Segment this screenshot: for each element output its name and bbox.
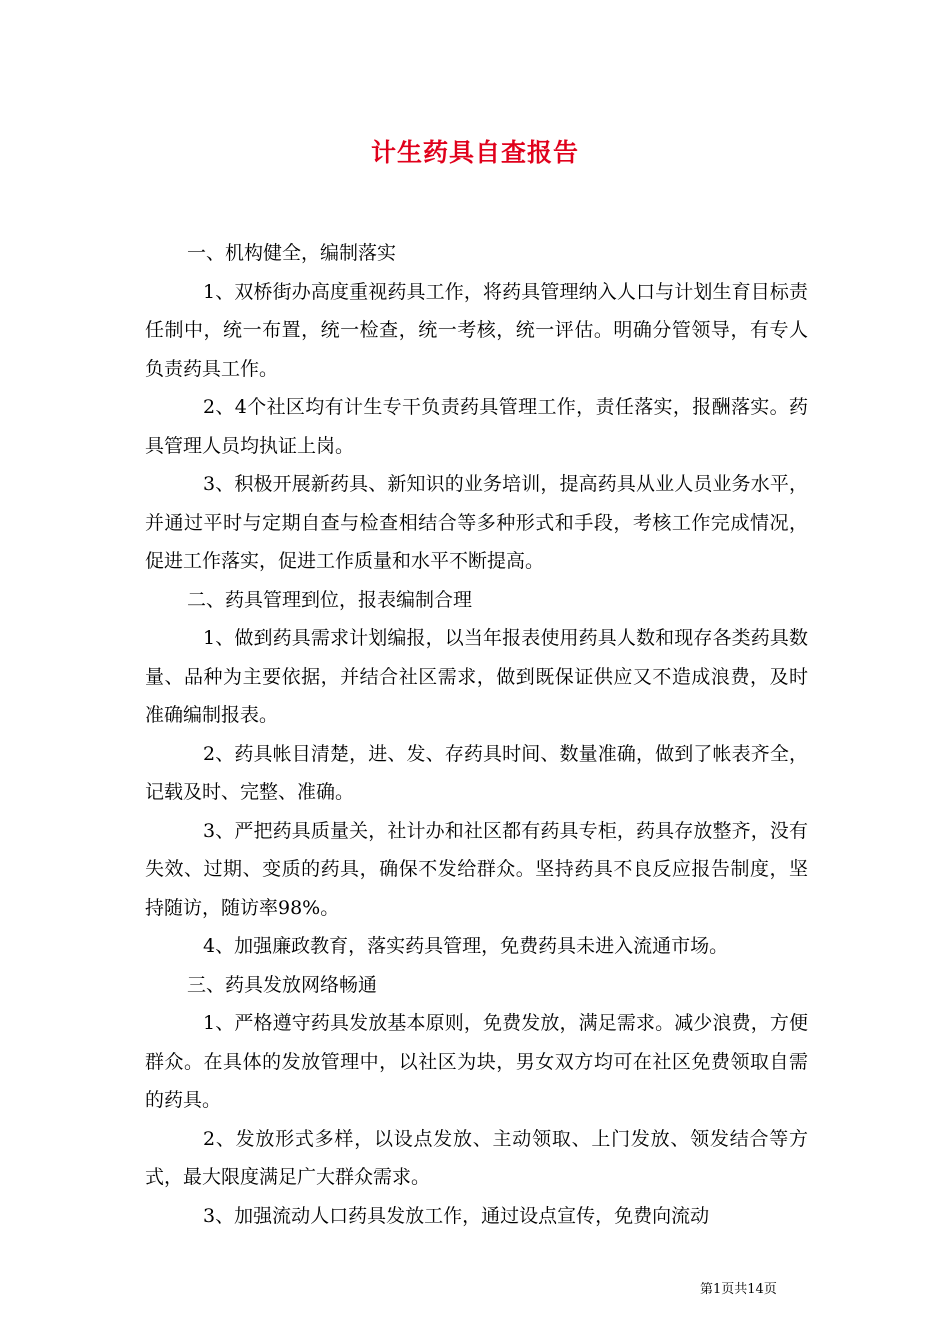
section-heading: 二、药具管理到位，报表编制合理 (187, 588, 473, 611)
paragraph: 3、严把药具质量关，社计办和社区都有药具专柜，药具存放整齐，没有失效、过期、变质的药具，确保不发给群众。坚持药具不良反应报告制度，坚持随访，随访率98%。 (145, 819, 808, 919)
paragraph: 2、4个社区均有计生专干负责药具管理工作，责任落实，报酬落实。药具管理人员均执证上岗。 (145, 396, 808, 457)
section-heading: 三、药具发放网络畅通 (187, 973, 378, 996)
paragraph: 4、加强廉政教育，落实药具管理，免费药具未进入流通市场。 (203, 935, 729, 957)
page-number: 第1页共14页 (700, 1282, 777, 1297)
paragraph: 1、严格遵守药具发放基本原则，免费发放，满足需求。减少浪费，方便群众。在具体的发放管理中，以社区为块，男女双方均可在社区免费领取自需的药具。 (145, 1012, 808, 1111)
paragraph: 1、做到药具需求计划编报，以当年报表使用药具人数和现存各类药具数量、品种为主要依据，并结合社区需求，做到既保证供应又不造成浪费，及时准确编制报表。 (145, 627, 808, 726)
document-body (145, 234, 808, 1235)
paragraph: 3、加强流动人口药具发放工作，通过设点宣传，免费向流动 (203, 1204, 710, 1227)
paragraph: 2、发放形式多样，以设点发放、主动领取、上门发放、领发结合等方式，最大限度满足广大群众需求。 (145, 1127, 808, 1188)
paragraph: 2、药具帐目清楚，进、发、存药具时间、数量准确，做到了帐表齐全，记载及时、完整、准确。 (145, 742, 808, 803)
paragraph: 1、双桥街办高度重视药具工作，将药具管理纳入人口与计划生育目标责任制中，统一布置，统一检查，统一考核，统一评估。明确分管领导，有专人负责药具工作。 (145, 280, 808, 380)
paragraph: 3、积极开展新药具、新知识的业务培训，提高药具从业人员业务水平，并通过平时与定期自查与检查相结合等多种形式和手段，考核工作完成情况，促进工作落实，促进工作质量和水平不断提高。 (145, 473, 808, 572)
document-title: 计生药具自查报告 (370, 138, 579, 167)
section-heading: 一、机构健全，编制落实 (187, 242, 397, 264)
